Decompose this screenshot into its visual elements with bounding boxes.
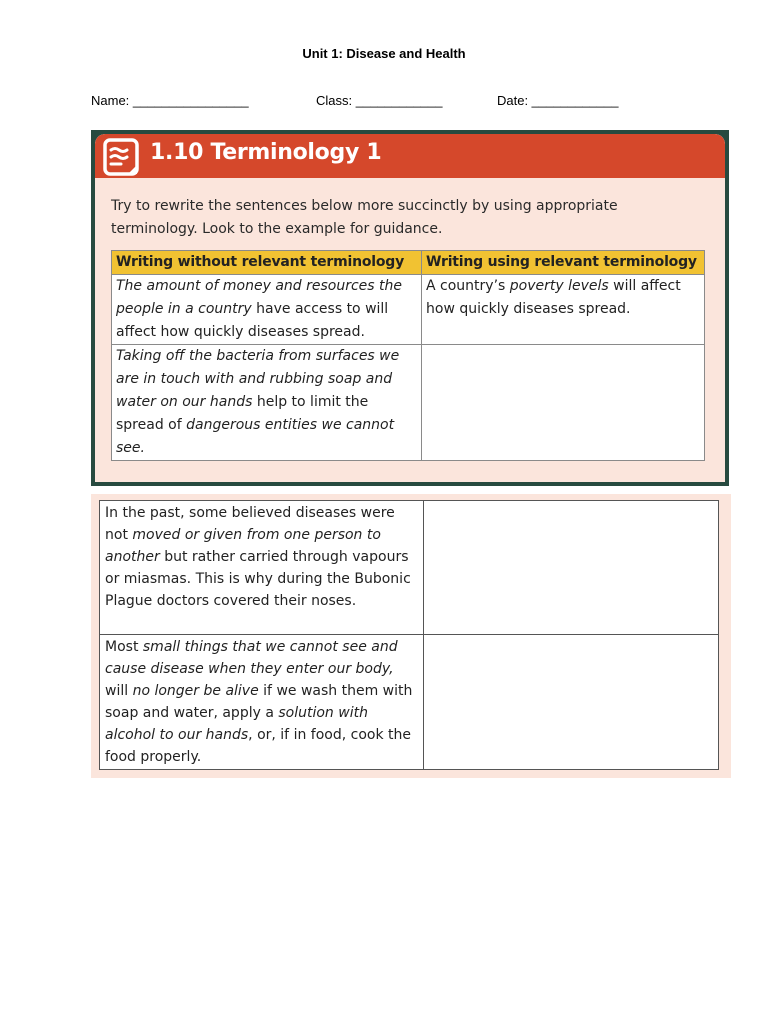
- sentence-without-terminology: [100, 635, 424, 770]
- terminology-table: [111, 250, 705, 461]
- table-row: [100, 635, 719, 770]
- sentence-with-terminology: [422, 275, 705, 345]
- activity-header-bar: [95, 134, 725, 178]
- answer-cell[interactable]: [424, 635, 719, 770]
- answer-cell[interactable]: [424, 501, 719, 635]
- class-field-line: Class: ____________: [316, 93, 443, 108]
- activity-panel-body: [95, 134, 725, 482]
- answer-cell[interactable]: [422, 345, 705, 461]
- text-run: if we wash them with soap and water, apply a: [105, 683, 413, 721]
- italic-phrase: poverty levels: [509, 278, 609, 294]
- sentence-without-terminology: [100, 501, 424, 635]
- italic-phrase: The amount of money and resources the people in a country: [116, 278, 403, 317]
- sentence-without-terminology: [112, 345, 422, 461]
- sentence-without-terminology: [112, 275, 422, 345]
- table-header-row: [112, 251, 705, 275]
- text-run: A country’s: [426, 278, 510, 294]
- text-run: but rather carried through vapours or miasmas. This is why during the Bubonic Plague doctors covered their noses.: [105, 549, 411, 609]
- italic-phrase: small things that we cannot see and cause disease when they enter our body,: [105, 639, 398, 677]
- italic-phrase: dangerous entities we cannot see.: [116, 417, 395, 456]
- italic-phrase: moved or given from one person to another: [105, 527, 381, 565]
- table-row: [112, 345, 705, 461]
- italic-phrase: solution with alcohol to our hands: [105, 705, 368, 743]
- column-header-without: Writing without relevant terminology: [112, 251, 422, 275]
- terminology-activity-panel: [91, 130, 729, 486]
- table-row: [112, 275, 705, 345]
- notes-document-icon: [102, 136, 143, 178]
- document-title: Unit 1: Disease and Health: [302, 46, 466, 61]
- extension-panel: [91, 494, 731, 778]
- activity-instructions: Try to rewrite the sentences below more succinctly by using appropriate terminology. Look to the example for guidance.: [111, 198, 618, 237]
- text-run: In the past, some believed diseases were not: [105, 505, 395, 543]
- text-run: Most: [105, 639, 143, 655]
- text-run: help to limit the spread of: [116, 394, 369, 433]
- name-field-line: Name: ________________: [91, 93, 249, 108]
- italic-phrase: Taking off the bacteria from surfaces we are in touch with and rubbing soap and water on our hands: [116, 348, 400, 410]
- date-field-line: Date: ____________: [497, 93, 619, 108]
- text-run: , or, if in food, cook the food properly.: [105, 727, 411, 765]
- text-run: have access to will affect how quickly diseases spread.: [116, 301, 389, 340]
- text-run: will affect how quickly diseases spread.: [426, 278, 681, 317]
- table-row: [100, 501, 719, 635]
- extension-table: [99, 500, 719, 770]
- activity-title: 1.10 Terminology 1: [150, 140, 382, 165]
- text-run: will: [105, 683, 133, 699]
- italic-phrase: no longer be alive: [132, 683, 259, 699]
- column-header-with: Writing using relevant terminology: [422, 251, 705, 275]
